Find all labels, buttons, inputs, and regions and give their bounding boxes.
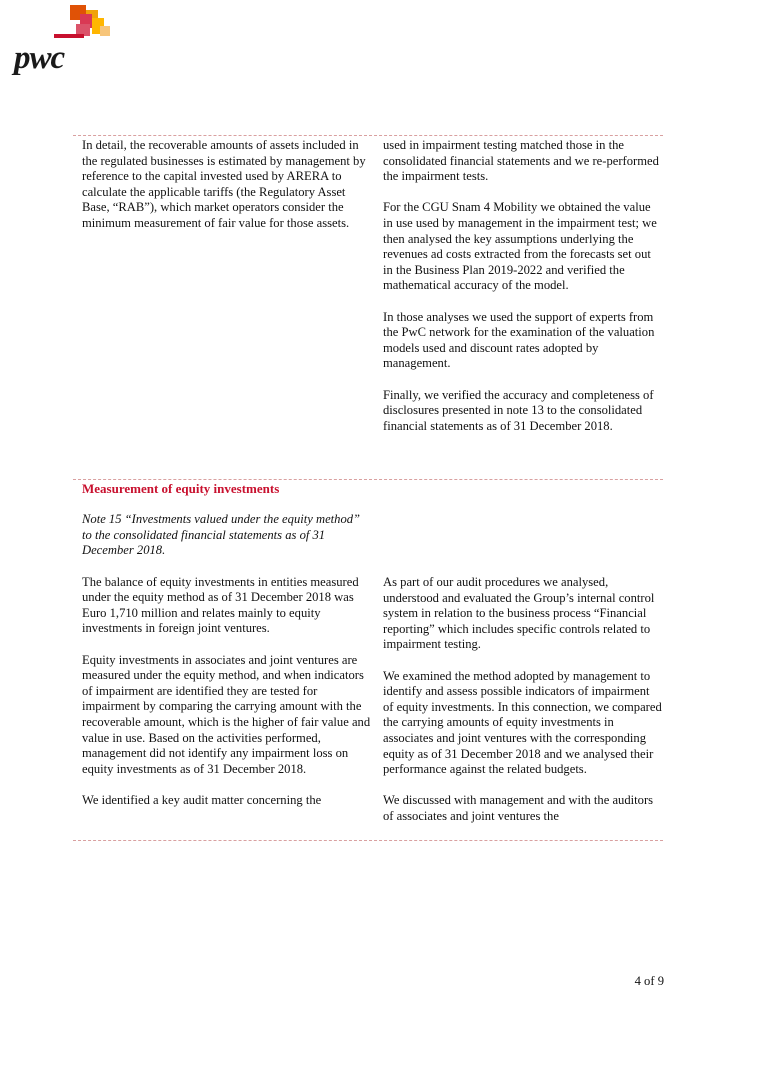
paragraph: The balance of equity investments in entities measured under the equity method as of 31 December 2018 was Euro 1,710 million and relates mainly to equity investments in foreign joint ventures. xyxy=(82,574,359,636)
pwc-wordmark: pwc xyxy=(14,40,65,76)
paragraph: In detail, the recoverable amounts of assets included in the regulated businesses is estimated by management by reference to the capital invested used by ARERA to calculate the applicable tariffs (the Regulatory Asset Base, “RAB”), which market operators consider the minimum measurement of fair value for those assets. xyxy=(82,138,366,230)
paragraph: We examined the method adopted by management to identify and assess possible indicators of impairment of equity investments. In this connection, we compared the carrying amounts of equity investments in associates and joint ventures with the corresponding equity as of 31 December 2018 and we analysed their performance against the related budgets. xyxy=(383,668,662,777)
section-heading: Measurement of equity investments xyxy=(82,481,280,496)
section-divider xyxy=(73,135,663,136)
paragraph: We identified a key audit matter concerning the xyxy=(82,792,322,807)
section-divider xyxy=(73,479,663,480)
paragraph: used in impairment testing matched those in the consolidated financial statements and we re-performed the impairment tests. xyxy=(383,138,659,184)
paragraph: In those analyses we used the support of experts from the PwC network for the examination of the valuation models used and discount rates adopted by management. xyxy=(383,309,655,371)
paragraph: Equity investments in associates and joint ventures are measured under the equity method, and when indicators of impairment are identified they are tested for impairment by comparing the carrying amount with the recoverable amount, which is the higher of fair value and value in use. Based on the activities performed, management did not identify any impairment loss on equity investments as of 31 December 2018. xyxy=(82,652,371,776)
section-divider xyxy=(73,840,663,841)
paragraph: For the CGU Snam 4 Mobility we obtained the value in use used by management in the impairment test; we then analysed the key assumptions underlying the revenues ad costs extracted from the forecasts set out in the Business Plan 2019-2022 and verified the mathematical accuracy of the model. xyxy=(383,200,657,293)
note-reference: Note 15 “Investments valued under the equity method” to the consolidated financial statements as of 31 December 2018. xyxy=(82,512,361,558)
page-number: 4 of 9 xyxy=(634,974,664,988)
paragraph: Finally, we verified the accuracy and completeness of disclosures presented in note 13 to the consolidated financial statements as of 31 December 2018. xyxy=(383,387,654,433)
paragraph: We discussed with management and with the auditors of associates and joint ventures the xyxy=(383,793,654,823)
section2-left-column xyxy=(82,481,372,824)
pwc-logo-mark xyxy=(14,4,114,44)
pwc-logo xyxy=(14,4,114,80)
section1-right-column xyxy=(383,138,663,450)
section1-left-column xyxy=(82,138,372,247)
section2-right-column xyxy=(383,575,663,840)
paragraph: As part of our audit procedures we analysed, understood and evaluated the Group’s internal control system in relation to the business process “Financial reporting” which includes specific controls related to impairment testing. xyxy=(383,575,655,652)
